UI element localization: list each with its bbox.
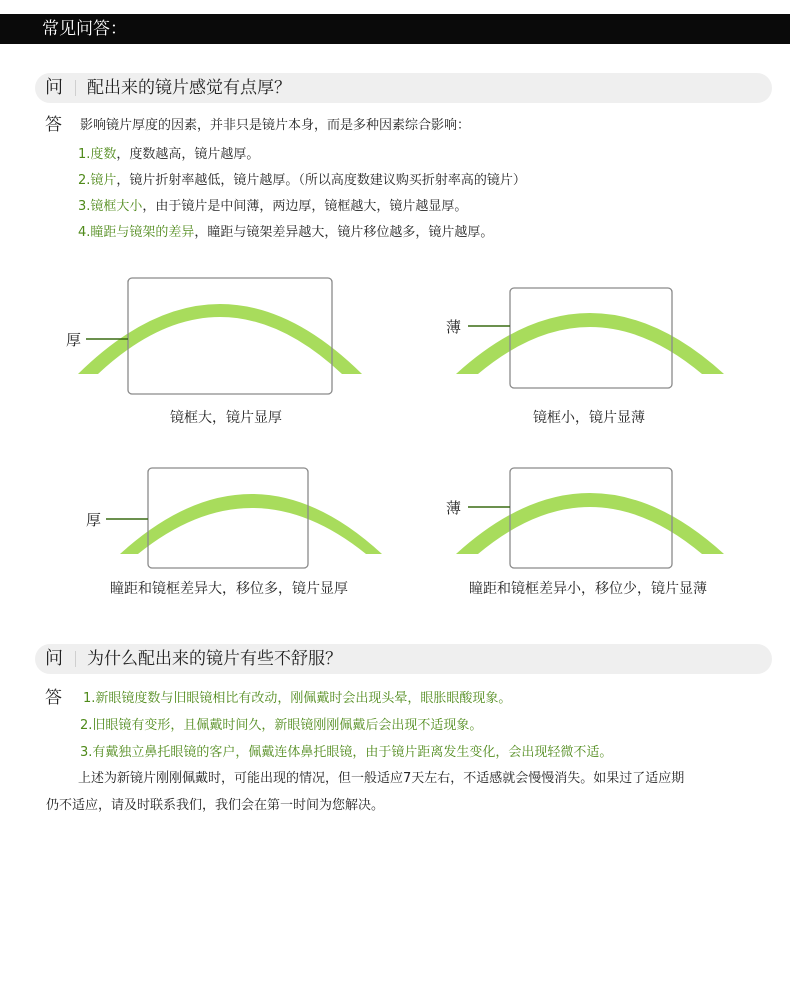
question-text-2: 为什么配出来的镜片有些不舒服？: [87, 649, 342, 669]
diagram-caption-4: 瞳距和镜框差异小，移位少，镜片显薄: [469, 581, 707, 597]
factor-desc: ，瞳距与镜架差异越大，镜片移位越多，镜片越厚。: [194, 225, 494, 240]
answer-item-3: 3.有戴独立鼻托眼镜的客户，佩戴连体鼻托眼镜，由于镜片距离发生变化，会出现轻微不适。: [80, 745, 613, 760]
thickness-label: 厚: [86, 511, 102, 529]
factor-1: [78, 146, 259, 164]
factor-desc: ，镜片折射率越低，镜片越厚。（所以高度数建议购买折射率高的镜片）: [116, 173, 526, 188]
diagram-caption-3: 瞳距和镜框差异大，移位多，镜片显厚: [110, 581, 348, 597]
answer-summary-line-2: 仍不适应，请及时联系我们，我们会在第一时间为您解决。: [46, 798, 385, 813]
factor-desc: ，度数越高，镜片越厚。: [116, 147, 260, 162]
lens-diagram-small-frame: [440, 280, 740, 400]
question-bar-2: [35, 644, 772, 674]
question-divider: [75, 80, 76, 96]
diagram-caption-1: 镜框大，镜片显厚: [170, 410, 282, 426]
answer-summary-line-1: 上述为新镜片刚刚佩戴时，可能出现的情况，但一般适应7天左右，不适感就会慢慢消失。如果过了适应期: [78, 771, 685, 786]
thickness-label: 厚: [66, 331, 82, 349]
answer-item-2: 2.旧眼镜有变形，且佩戴时间久，新眼镜刚刚佩戴后会出现不适现象。: [80, 718, 483, 733]
lens-diagram-large-frame: [60, 270, 380, 410]
thickness-label: 薄: [446, 318, 462, 336]
lens-arc: [456, 493, 724, 554]
question-mark-2: 问: [45, 648, 63, 669]
lens-diagram-small-pd-diff: [440, 460, 740, 580]
factor-desc: ，由于镜片是中间薄，两边厚，镜框越大，镜片越显厚。: [142, 199, 468, 214]
factor-key: 3.镜框大小: [78, 199, 143, 214]
section-title: 常见问答：: [42, 19, 127, 39]
section-header: [0, 14, 790, 44]
factor-key: 2.镜片: [78, 173, 117, 188]
answer-item-1: 1.新眼镜度数与旧眼镜相比有改动，刚佩戴时会出现头晕，眼胀眼酸现象。: [83, 691, 512, 706]
answer-intro: 影响镜片厚度的因素，并非只是镜片本身，而是多种因素综合影响：: [80, 118, 471, 133]
factor-3: [78, 198, 467, 216]
factor-4: [78, 224, 493, 242]
factor-key: 4.瞳距与镜架的差异: [78, 225, 195, 240]
answer-mark-2: 答: [45, 688, 62, 708]
lens-arc: [120, 494, 382, 554]
question-divider: [75, 651, 76, 667]
factor-key: 1.度数: [78, 147, 117, 162]
question-bar-1: [35, 73, 772, 103]
answer-mark-1: 答: [45, 115, 62, 135]
diagram-caption-2: 镜框小，镜片显薄: [533, 410, 645, 426]
thickness-label: 薄: [446, 499, 462, 517]
question-mark-1: 问: [45, 77, 63, 98]
lens-diagram-large-pd-diff: [80, 460, 400, 580]
lens-arc: [456, 313, 724, 374]
question-text-1: 配出来的镜片感觉有点厚？: [87, 78, 291, 98]
factor-2: [78, 172, 526, 190]
